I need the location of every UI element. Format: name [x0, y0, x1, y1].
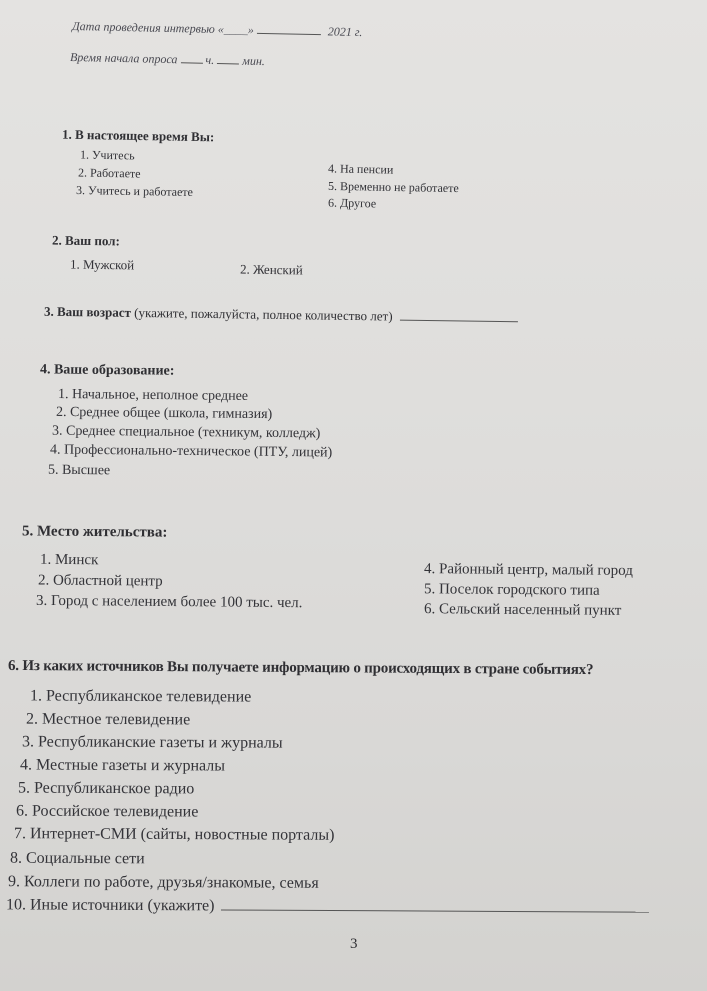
q5-title: 5. Место жительства:	[21, 523, 168, 541]
q6-option-7[interactable]: 7. Интернет-СМИ (сайты, новостные порталы)	[13, 825, 335, 844]
q1-option-6[interactable]: 6. Другое	[327, 195, 377, 211]
q6-option-10[interactable]: 10. Иные источники (укажите)	[5, 896, 215, 915]
q6-option-6[interactable]: 6. Российское телевидение	[15, 802, 199, 821]
q2-title: 2. Ваш пол:	[51, 232, 120, 249]
q1-option-1[interactable]: 1. Учитесь	[79, 147, 135, 163]
minutes-abbr: мин.	[242, 53, 266, 69]
hours-blank[interactable]	[180, 62, 202, 63]
q6-option-4[interactable]: 4. Местные газеты и журналы	[19, 756, 226, 775]
q4-option-3[interactable]: 3. Среднее специальное (техникум, колледж)	[51, 423, 321, 442]
q6-title: 6. Из каких источников Вы получаете информацию о происходящих в стране событиях?	[7, 657, 594, 679]
q4-option-2[interactable]: 2. Среднее общее (школа, гимназия)	[55, 404, 273, 423]
q3-title: 3. Ваш возраст	[43, 303, 132, 320]
age-input-line[interactable]	[400, 320, 518, 323]
q3-hint: (укажите, пожалуйста, полное количество лет)	[134, 304, 393, 324]
q6-option-8[interactable]: 8. Социальные сети	[9, 849, 145, 868]
interview-date-line	[72, 19, 363, 40]
q5-option-5[interactable]: 5. Поселок городского типа	[423, 581, 600, 599]
q2-option-1[interactable]: 1. Мужской	[69, 256, 135, 273]
page-number: 3	[350, 936, 358, 952]
q6-option-10-line	[6, 896, 649, 917]
q2-option-2[interactable]: 2. Женский	[239, 261, 303, 278]
interview-date-label: Дата проведения интервью «____»	[71, 18, 254, 37]
start-time-line	[70, 50, 265, 69]
q4-option-1[interactable]: 1. Начальное, неполное среднее	[57, 387, 249, 404]
start-time-label: Время начала опроса	[69, 49, 178, 67]
q5-option-1[interactable]: 1. Минск	[39, 551, 99, 569]
minutes-blank[interactable]	[217, 63, 239, 64]
other-sources-input-line[interactable]	[220, 909, 648, 912]
q1-option-3[interactable]: 3. Учитесь и работаете	[75, 182, 194, 200]
q1-option-4[interactable]: 4. На пенсии	[327, 161, 394, 177]
q6-option-3[interactable]: 3. Республиканские газеты и журналы	[21, 733, 283, 752]
q3-line	[44, 304, 518, 327]
hours-abbr: ч.	[205, 52, 215, 67]
q1-option-5[interactable]: 5. Временно не работаете	[327, 178, 459, 196]
q6-option-2[interactable]: 2. Местное телевидение	[25, 710, 191, 729]
q6-option-9[interactable]: 9. Коллеги по работе, друзья/знакомые, семья	[7, 873, 319, 892]
q1-title: 1. В настоящее время Вы:	[61, 126, 215, 145]
q6-option-5[interactable]: 5. Республиканское радио	[17, 779, 195, 798]
q4-option-5[interactable]: 5. Высшее	[47, 462, 111, 479]
q6-option-1[interactable]: 1. Республиканское телевидение	[29, 687, 252, 706]
q5-option-3[interactable]: 3. Город с населением более 100 тыс. чел.	[35, 592, 303, 612]
interview-date-blank[interactable]	[257, 33, 321, 35]
q5-option-2[interactable]: 2. Областной центр	[37, 572, 163, 590]
q4-title: 4. Ваше образование:	[39, 362, 175, 379]
q1-option-2[interactable]: 2. Работаете	[77, 165, 141, 181]
q5-option-6[interactable]: 6. Сельский населенный пункт	[423, 601, 622, 619]
interview-year: 2021 г.	[327, 24, 363, 40]
q4-option-4[interactable]: 4. Профессионально-техническое (ПТУ, лицей)	[49, 442, 333, 461]
q5-option-4[interactable]: 4. Районный центр, малый город	[423, 561, 633, 579]
